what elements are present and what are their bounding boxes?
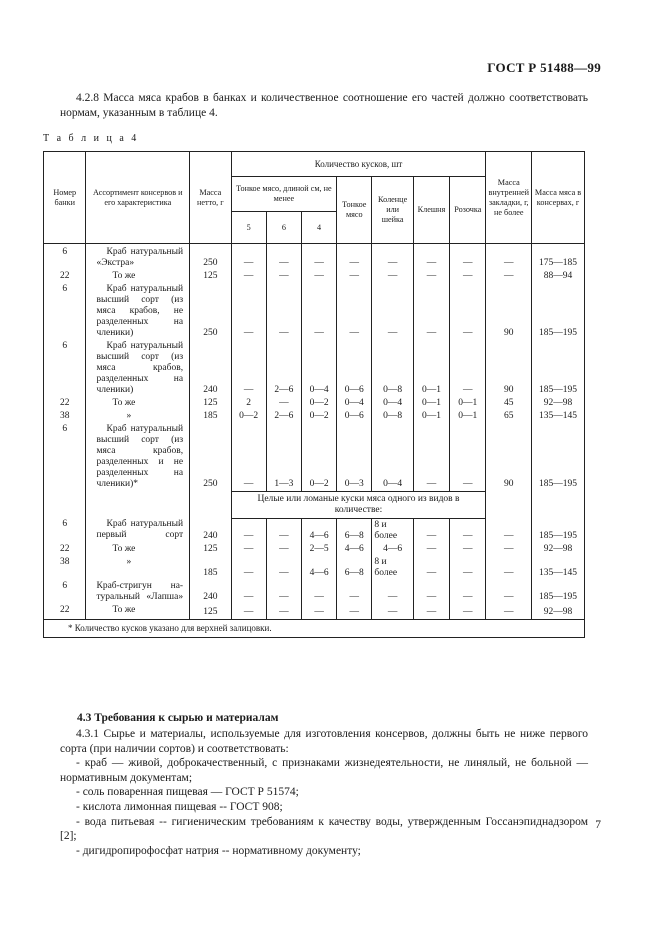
section-body [60, 727, 588, 858]
header-num: Номер банки [44, 152, 86, 244]
header-rozochka: Розочка [450, 177, 486, 244]
list-item: - вода питьевая -- гигиеническим требованиям к качеству воды, утвержденным Госсанэпиднадзором [2]; [60, 815, 588, 843]
list-item: - краб — живой, доброкачественный, с признаками жизнедеятельности, не линялый, не больной — нормативным документам; [60, 757, 588, 784]
table-row: 22 То же 125 — — 2—5 4—6 4—6 — — — 92—98 [44, 543, 585, 556]
intro-paragraph: 4.2.8 Масса мяса крабов в банках и количественное соотношение его частей должно соответствовать нормам, указанным в таблице 4. [60, 92, 588, 119]
section-paragraph: 4.3.1 Сырье и материалы, используемые для изготовления консервов, должны быть не ниже первого сорта (при наличии сортов) и соответствовать: [60, 728, 588, 755]
header-assort: Ассортимент консервов и его характеристика [86, 152, 190, 244]
header-count: Количество кусков, шт [231, 152, 486, 177]
header-knee: Коленце или шейка [372, 177, 413, 244]
table-row: 6 Краб натуральный высший сорт (из мяса крабов, разделенных на членики) 240 — 2—6 0—4 0—6 0—8 0—1 — 90 185—195 [44, 340, 585, 397]
list-item: - соль поваренная пищевая — ГОСТ Р 51574; [76, 786, 299, 799]
table-row: 22 То же 125 — — — — — — — — 92—98 [44, 604, 585, 620]
header-klesh: Клешня [413, 177, 449, 244]
header-net: Масса нетто, г [190, 152, 231, 244]
table-row: 38 » 185 0—2 2—6 0—2 0—6 0—8 0—1 0—1 65 135—145 [44, 410, 585, 423]
header-len-5: 5 [231, 212, 266, 244]
header-len-6: 6 [266, 212, 301, 244]
header-inner-mass: Масса внутренней закладки, г, не более [486, 152, 532, 244]
table-footnote-row [44, 619, 585, 637]
table-row: 22 То же 125 — — — — — — — — 88—94 [44, 270, 585, 283]
section-title: 4.3 Требования к сырью и материалам [77, 712, 279, 724]
table-4 [43, 151, 585, 638]
header-thin-length: Тонкое мясо, длиной см, не менее [231, 177, 337, 212]
table-caption: Т а б л и ц а 4 [43, 133, 139, 144]
table-row: 6 Краб натуральный «Экстра» 250 — — — — — — — — 175—185 [44, 244, 585, 271]
table-row: 22 То же 125 2 — 0—2 0—4 0—4 0—1 0—1 45 92—98 [44, 397, 585, 410]
list-item: - кислота лимонная пищевая -- ГОСТ 908; [76, 800, 283, 813]
table-row: 6 Краб натуральный высший сорт (из мяса крабов, не разделенных на членики) 250 — — — — — — — 90 185—195 [44, 283, 585, 340]
header-meat-mass: Масса мяса в консервах, г [532, 152, 585, 244]
document-header: ГОСТ Р 51488—99 [487, 60, 601, 75]
list-item: - дигидропирофосфат натрия -- нормативному документу; [76, 844, 361, 857]
table-group-row [44, 491, 585, 518]
table-row: 6 Краб натуральный высший сорт (из мяса крабов, разделенных и не разделенных на членики)* 250 — 1—3 0—2 0—3 0—4 — — 90 185—195 [44, 423, 585, 491]
group-label: Целые или ломаные куски мяса одного из видов в количестве: [231, 491, 486, 518]
table-row: 6 Краб натуральный первый сорт 240 — — 4—6 6—8 8 и более — — — 185—195 [44, 518, 585, 543]
table-footnote: * Количество кусков указано для верхней залицовки. [44, 619, 585, 637]
table-row: 6 Краб-стригун натуральный «Лапша» 240 — — — — — — — — 185—195 [44, 580, 585, 604]
table-row: 38 » 185 — — 4—6 6—8 8 и более — — — 135—145 [44, 556, 585, 580]
header-thin-meat: Тонкое мясо [337, 177, 372, 244]
page-number: 7 [595, 819, 601, 831]
header-len-4: 4 [301, 212, 336, 244]
